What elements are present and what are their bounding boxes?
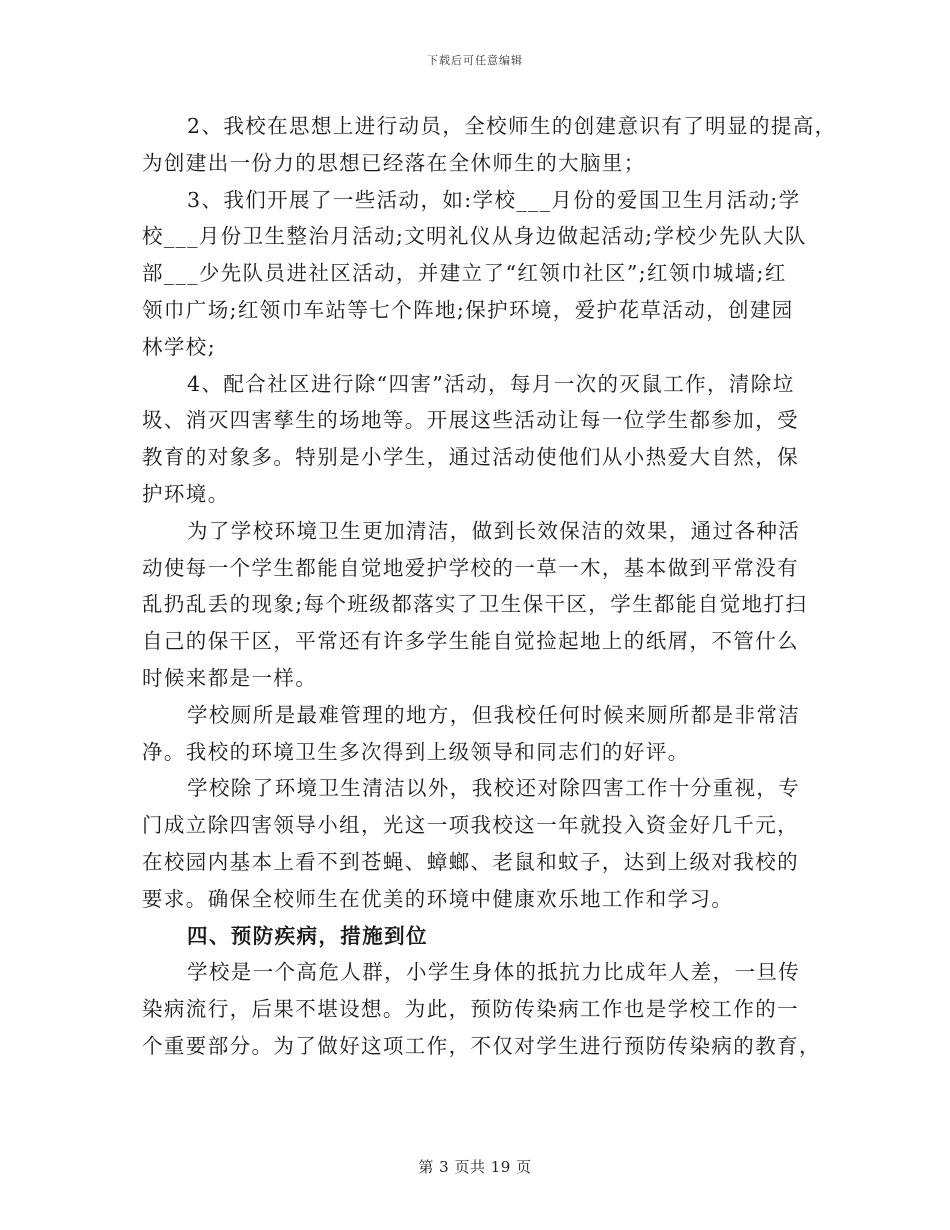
text-line: 林学校; xyxy=(142,334,217,359)
text-line: 个重要部分。为了做好这项工作，不仅对学生进行预防传染病的教育， xyxy=(142,1033,821,1058)
text-line: 2、我校在思想上进行动员，全校师生的创建意识有了明显的提高， xyxy=(187,114,837,138)
section-heading-text: 四、预防疾病，措施到位 xyxy=(187,923,428,948)
text-line: 校___月份卫生整治月活动;文明礼仪从身边做起活动;学校少先队大队 xyxy=(142,224,807,249)
paragraph-pest-control xyxy=(142,770,814,917)
text-line: 为创建出一份力的思想已经落在全休师生的大脑里； xyxy=(142,150,646,175)
text-line: 教育的对象多。特别是小学生，通过活动使他们从小热爱大自然，保 xyxy=(142,445,799,470)
text-line: 要求。确保全校师生在优美的环境中健康欢乐地工作和学习。 xyxy=(142,886,734,911)
text-line: 学校厕所是最难管理的地方，但我校任何时候来厕所都是非常洁 xyxy=(187,702,801,727)
paragraph-point-2 xyxy=(142,108,837,182)
section-heading xyxy=(142,918,814,955)
text-line: 为了学校环境卫生更加清洁，做到长效保洁的效果，通过各种活 xyxy=(187,518,801,543)
text-line: 乱扔乱丢的现象;每个班级都落实了卫生保干区，学生都能自觉地打扫 xyxy=(142,592,808,617)
text-line: 动使每一个学生都能自觉地爱护学校的一草一木，基本做到平常没有 xyxy=(142,555,799,580)
text-line: 护环境。 xyxy=(142,481,230,506)
text-line: 净。我校的环境卫生多次得到上级领导和同志们的好评。 xyxy=(142,739,690,764)
text-line: 时候来都是一样。 xyxy=(142,665,318,690)
text-line: 部___少先队员进社区活动，并建立了“红领巾社区”;红领巾城墙;红 xyxy=(142,261,787,286)
text-line: 染病流行，后果不堪设想。为此，预防传染病工作也是学校工作的一 xyxy=(142,997,799,1022)
text-line: 学校是一个高危人群，小学生身体的抵抗力比成年人差，一旦传 xyxy=(187,960,801,985)
text-line: 在校园内基本上看不到苍蝇、蟑螂、老鼠和蚊子，达到上级对我校的 xyxy=(142,849,799,874)
text-line: 4、配合社区进行除“四害”活动，每月一次的灭鼠工作，清除垃 xyxy=(187,371,795,396)
paragraph-toilets xyxy=(142,697,814,771)
paragraph-cleanliness xyxy=(142,513,814,697)
page-number-footer: 第 3 页共 19 页 xyxy=(418,1158,532,1176)
text-line: 门成立除四害领导小组，光这一项我校这一年就投入资金好几千元， xyxy=(142,813,799,838)
paragraph-point-3 xyxy=(142,182,814,366)
text-line: 自己的保干区，平常还有许多学生能自觉捡起地上的纸屑，不管什么 xyxy=(142,629,799,654)
text-line: 学校除了环境卫生清洁以外，我校还对除四害工作十分重视，专 xyxy=(187,776,801,801)
document-body xyxy=(142,108,837,1065)
paragraph-disease-prevention xyxy=(142,954,821,1064)
text-line: 圾、消灭四害孳生的场地等。开展这些活动让每一位学生都参加，受 xyxy=(142,408,799,433)
text-line: 领巾广场;红领巾车站等七个阵地;保护环境，爱护花草活动，创建园 xyxy=(142,297,794,322)
paragraph-point-4 xyxy=(142,366,814,513)
text-line: 3、我们开展了一些活动，如:学校___月份的爱国卫生月活动;学 xyxy=(187,187,801,212)
page-header: 下载后可任意编辑 xyxy=(427,54,523,67)
